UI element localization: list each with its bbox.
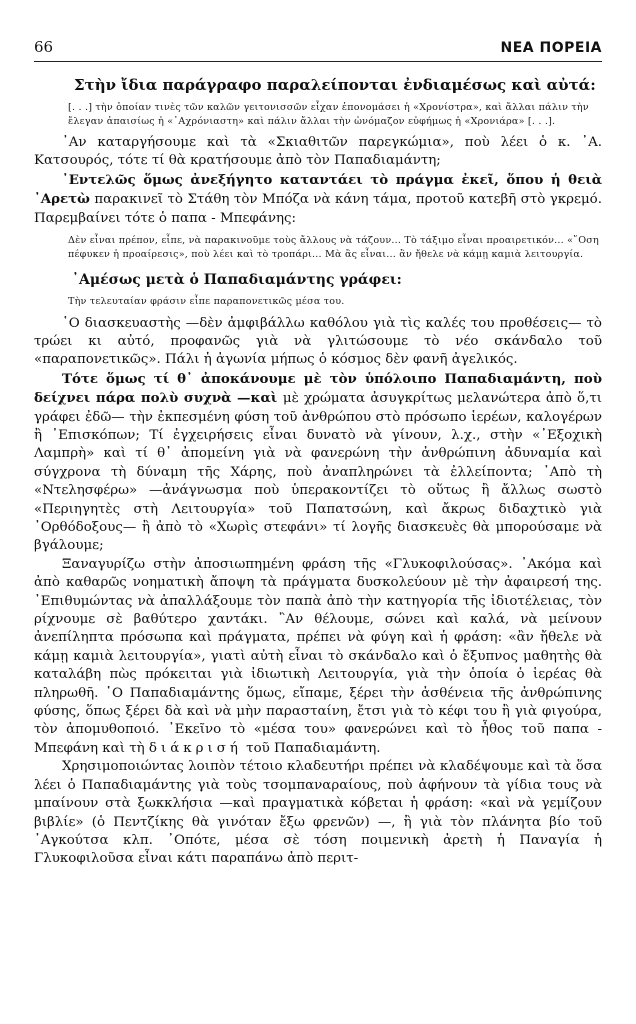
- bold-text: ᾿Εντελῶς ὅμως ἀνεξήγητο καταντάει τὸ πράγμα ἐκεῖ, ὅπου ἡ θειὰ ᾿Αρετὼ: [34, 171, 602, 208]
- paragraph: [34, 370, 602, 556]
- bold-text: Τότε ὅμως τί θ᾿ ἀποκάνουμε μὲ τὸν ὑπόλοιπο Παπαδιαμάντη, ποὺ δείχνει πάρα πολὺ συχνὰ —καὶ: [34, 370, 602, 407]
- text: Τί ἐγχειρήσεις εἶναι δυνατὸ νὰ γίνουν, λ.χ., στὴν «᾿Εξοχικὴ Λαμπρὴ» καὶ τί θ᾿ ἀπομείνη γιὰ νὰ φανερώνη τὴν ἀνθρώπινη ἀδυναμία καὶ σύγχρονα τὴ δύναμη τῆς Χάρης, ποὺ ἀναπληρώνει τὰ ἐλλείποντα; ᾿Απὸ τὴ «Ντελησφέρω» —ἀνάγνωσμα ποὺ ὑπερακοντίζει τὸ οὕτως ἢ ἄλλως σωστὸ «Περιηγητὲς στὴ Λειτουργία» τοῦ Παπατσώνη, καὶ ἄκρως διδαχτικὸ γιὰ ᾿Ορθόδοξους— ἢ ἀπὸ τὸ «Χωρὶς στεφάνι» τί λογῆς διασκευὲς θὰ μπορούσαμε νὰ βγάλουμε;: [34, 427, 603, 554]
- quotation: Δὲν εἶναι πρέπον, εἶπε, νὰ παρακινοῦμε τοὺς ἄλλους νὰ τάζουν... Τὸ τάξιμο εἶναι προαιρετικόν... «῞Οση πέφυκεν ἡ προαίρεσις», ποὺ λέει καὶ τὸ τροπάρι... Μὰ ἂς εἶναι... ἂν ἤθελε νὰ κάμῃ καμιὰ λειτουργία.: [68, 235, 599, 260]
- text: παρακινεῖ τὸ Στάθη τὸν Μπόζα νὰ κάνη τάμα, προτοῦ κατεβῆ στὸ γκρεμό. Παρεμβαίνει τότε ὁ παπα - Μπεφάνης:: [34, 192, 602, 226]
- paragraph: ᾿Αν καταργήσουμε καὶ τὰ «Σκιαθιτῶν παρεγκώμια», ποὺ λέει ὁ κ. ᾿Α. Κατσουρός, τότε τί θὰ κρατήσουμε ἀπὸ τὸν Παπαδιαμάντη;: [34, 135, 602, 169]
- text: μὲ χρώματα ἀσυγκρίτως μελανώτερα ἀπὸ ὅ,τι γράφει ἐδῶ— τὴν ἐκπεσμένη φύση τοῦ ἀνθρώπου στὸ πρόσωπο ἱερέων, καλογέρων ἢ ᾿Επισκόπων;: [34, 391, 602, 443]
- quotation: [. . .] τὴν ὁποίαν τινὲς τῶν καλῶν γειτονισσῶν εἶχαν ἐπονομάσει ἡ «Χρονίστρα», καὶ ἄλλαι πάλιν τὴν ἔλεγαν ἀπαισίως ἡ «᾿Αχρόνιαστη» καὶ πάλιν ἄλλαι τὴν ὠνόμαζον εὐφήμως ἡ «Χρονιάρα» [. . .].: [68, 102, 589, 127]
- page-header: [34, 38, 602, 62]
- quotation: Τὴν τελευταίαν φράσιν εἶπε παραπονετικῶς μέσα του.: [68, 296, 345, 308]
- paragraph: ῾Ο διασκευαστὴς —δὲν ἀμφιβάλλω καθόλου γιὰ τὶς καλές του προθέσεις— τὸ τρώει κι αὐτό, προφανῶς γιὰ νὰ γλιτώσουμε τὸ νέο σκάνδαλο τοῦ «παραπονετικῶς». Πάλι ἡ ἀγωνία μήπως ὁ κόσμος δὲν φανῆ ἀγελικός.: [34, 315, 602, 368]
- spaced-word: διάκρισή: [148, 740, 242, 756]
- page: [34, 38, 602, 869]
- paragraph: [34, 171, 602, 228]
- section-heading: Στὴν ἴδια παράγραφο παραλείπονται ἐνδιαμέσως καὶ αὐτά:: [74, 76, 596, 94]
- paragraph: Χρησιμοποιώντας λοιπὸν τέτοιο κλαδευτήρι πρέπει νὰ κλαδέψουμε καὶ τὰ ὅσα λέει ὁ Παπαδιαμάντης γιὰ τοὺς τσομπαναραίους, ποὺ ἀφήνουν τὰ γίδια τους νὰ μπαίνουν στὰ ξωκκλήσια —καὶ πραγματικὰ κόβεται ἡ φράση: «καὶ νὰ γεμίζουν βιβλίε» (ὁ Πεντζίκης θὰ γινόταν ἔξω φρενῶν) —, ἢ γιὰ τὸν πλάνητα βίο τοῦ ᾿Αγκούτσα κλπ. ᾿Οπότε, μέσα σὲ τόση ποιμενικὴ ἀρετὴ ἡ Παναγία ἡ Γλυκοφιλοῦσα εἶναι κάτι παραπάνω ἀπὸ περιτ-: [34, 759, 602, 867]
- section-heading: ᾿Αμέσως μετὰ ὁ Παπαδιαμάντης γράφει:: [72, 272, 402, 289]
- paragraph: [34, 556, 602, 758]
- journal-title: ΝΕΑ ΠΟΡΕΙΑ: [500, 40, 602, 56]
- text: Ξαναγυρίζω στὴν ἀποσιωπημένη φράση τῆς «Γλυκοφιλούσας». ᾿Ακόμα καὶ ἀπὸ καθαρῶς νοηματικὴ ἄποψη τὰ πράγματα δυσκολεύουν μὲ τὴν ἀφαιρεσή της. ᾿Επιθυμώντας νὰ ἀπαλλάξουμε τὸν παπὰ ἀπὸ τὴν κατηγορία τῆς ἰδιοτέλειας, τὸν ρίχνουμε σὲ βαθύτερο χαντάκι. ῍Αν θέλουμε, σώνει καὶ καλά, νὰ μείνουν ἀνεπίληπτα πρόσωπα καὶ πράγματα, πρέπει νὰ φύγη καὶ ἡ φράση: «ἂν ἤθελε νὰ κάμῃ καμιὰ λειτουργία», γιατὶ αὐτὴ εἶναι τὸ σκάνδαλο καὶ ὁ ἔξυπνος μαθητὴς θὰ καταλάβη πὼς πρόκειται γιὰ ἰδιωτικὴ Λειτουργία, γιὰ τὴν ὁποία ὁ ἱερέας θὰ πληρωθῆ. ῾Ο Παπαδιαμάντης ὅμως, εἴπαμε, ξέρει τὴν ἀσθένεια τῆς ἀνθρώπινης φύσης, ὅπως ξέρει δὰ καὶ νὰ μὴν παρασταίνη, ἔτσι γιὰ τὸ κέφι του ἢ γιὰ φιγούρα, τὸν ἀπομυθοποιό. ᾿Εκεῖνο τὸ «μέσα του» φανερώνει καὶ τὸ ἦθος τοῦ παπα - Μπεφάνη καὶ τὴ: [34, 556, 602, 756]
- page-number: 66: [34, 38, 54, 56]
- text: τοῦ Παπαδιαμάντη.: [241, 740, 381, 756]
